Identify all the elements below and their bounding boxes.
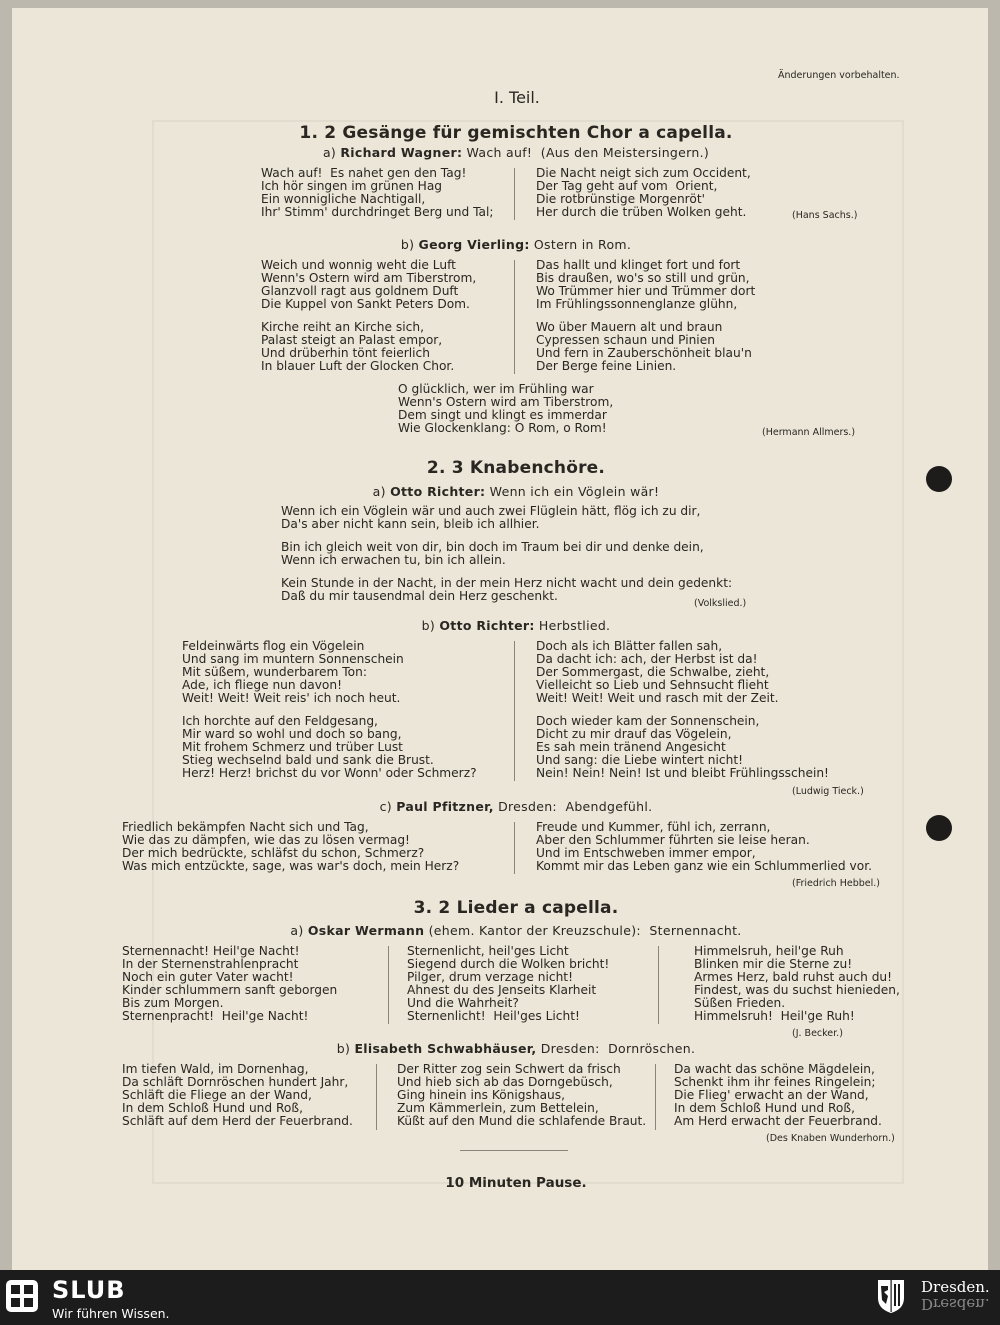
verse-3a-col-1: Sternennacht! Heil'ge Nacht! In der Sternenstrahlenpracht Noch ein guter Vater wacht! Kinder schlummern sanft geborgen Bis zum Morgen. Sternenpracht! Heil'ge Nacht! [122, 944, 338, 1023]
composer-name: Elisabeth Schwabhäuser, [354, 1041, 537, 1056]
verse-2b-right-1: Doch als ich Blätter fallen sah, Da dacht ich: ach, der Herbst ist da! Der Sommergast, die Schwalbe, zieht, Vielleicht so Lieb und Sehnsucht flieht Weit! Weit! Weit und rasch mit der Zeit. [536, 639, 779, 705]
composer-name: Otto Richter: [439, 618, 535, 633]
verse-3a-col-2: Sternenlicht, heil'ges Licht Siegend durch die Wolken bricht! Pilger, drum verzage nicht! Ahnest du des Jenseits Klarheit Und die Wahrheit? Sternenlicht! Heil'ges Licht! [407, 944, 610, 1023]
dresden-wordmark[interactable]: Dresden. [921, 1278, 990, 1296]
composer-name: Georg Vierling: [418, 237, 530, 252]
punch-hole-top [926, 466, 952, 492]
verse-2a-stanza-3: Kein Stunde in der Nacht, in der mein Herz nicht wacht und dein gedenkt: Daß du mir tausendmal dein Herz geschenkt. [281, 576, 733, 603]
credit-hans-sachs: (Hans Sachs.) [792, 210, 858, 221]
verse-3b-col-2: Der Ritter zog sein Schwert da frisch Und hieb sich ab das Dorngebüsch, Ging hinein ins Königshaus, Zum Kämmerlein, zum Bettelein, Küßt auf den Mund die schlafende Braut. [397, 1062, 647, 1128]
verse-1b-closing: O glücklich, wer im Frühling war Wenn's Ostern wird am Tiberstrom, Dem singt und klingt es immerdar Wie Glockenklang: O Rom, o Rom! [398, 382, 614, 435]
column-divider [514, 822, 515, 874]
credit-ludwig-tieck: (Ludwig Tieck.) [792, 786, 864, 797]
credit-des-knaben-wunderhorn: (Des Knaben Wunderhorn.) [766, 1133, 895, 1144]
verse-3b-col-3: Da wacht das schöne Mägdelein, Schenkt ihm ihr feines Ringelein; Die Flieg' erwacht an der Wand, In dem Schloß Hund und Roß, Am Herd erwacht der Feuerbrand. [674, 1062, 882, 1128]
section-2a-subheading: a) Otto Richter: Wenn ich ein Vöglein wär! [372, 484, 660, 499]
column-divider [514, 641, 515, 781]
verse-3a-col-3: Himmelsruh, heil'ge Ruh Blinken mir die Sterne zu! Armes Herz, bald ruhst auch du! Findest, was du suchst hienieden, Süßen Frieden. Himmelsruh! Heil'ge Ruh! [694, 944, 900, 1023]
dresden-wordmark-reflection: Dresden. [921, 1295, 990, 1313]
verse-2c-right: Freude und Kummer, fühl ich, zerrann, Aber den Schlummer führten sie leise heran. Und im Entschweben immer empor, Kommt mir das Leben ganz wie ein Schlummerlied vor. [536, 820, 872, 873]
verse-1b-left-2: Kirche reiht an Kirche sich, Palast steigt an Palast empor, Und drüberhin tönt feierlich In blauer Luft der Glocken Chor. [261, 320, 455, 373]
column-divider [514, 168, 515, 220]
composer-name: Paul Pfitzner, [396, 799, 494, 814]
column-divider [655, 1064, 656, 1130]
verse-1b-left-1: Weich und wonnig weht die Luft Wenn's Ostern wird am Tiberstrom, Glanzvoll ragt aus goldnem Duft Die Kuppel von Sankt Peters Dom. [261, 258, 477, 311]
verse-2c-left: Friedlich bekämpfen Nacht sich und Tag, Wie das zu dämpfen, wie das zu lösen vermag! Der mich bedrückte, schläfst du schon, Schmerz? Was mich entzückte, sage, was war's doch, mein Herz? [122, 820, 460, 873]
section-1b-subheading: b) Georg Vierling: Ostern in Rom. [400, 237, 632, 252]
verse-1b-right-2: Wo über Mauern alt und braun Cypressen schaun und Pinien Und fern in Zauberschönheit blau'n Der Berge feine Linien. [536, 320, 752, 373]
verse-2a-stanza-1: Wenn ich ein Vöglein wär und auch zwei Flüglein hätt, flög ich zu dir, Da's aber nicht kann sein, bleib ich allhier. [281, 504, 701, 531]
verse-1a-left: Wach auf! Es nahet gen den Tag! Ich hör singen im grünen Hag Ein wonnigliche Nachtigall, Ihr' Stimm' durchdringet Berg und Tal; [261, 166, 494, 219]
credit-j-becker: (J. Becker.) [792, 1028, 843, 1039]
composer-name: Richard Wagner: [340, 145, 463, 160]
verse-2b-left-1: Feldeinwärts flog ein Vögelein Und sang im muntern Sonnenschein Mit süßem, wunderbarem Ton: Ade, ich fliege nun davon! Weit! Weit! Weit reis' ich noch heut. [182, 639, 404, 705]
verse-2b-right-2: Doch wieder kam der Sonnenschein, Dicht zu mir drauf das Vögelein, Es sah mein tränend Angesicht Und sang: die Liebe wintert nicht! Nein! Nein! Nein! Ist und bleibt Frühlingsschein! [536, 714, 829, 780]
composer-name: Oskar Wermann [307, 923, 425, 938]
credit-friedrich-hebbel: (Friedrich Hebbel.) [792, 878, 880, 889]
column-divider [376, 1064, 377, 1130]
verse-2a-stanza-2: Bin ich gleich weit von dir, bin doch im Traum bei dir und denke dein, Wenn ich erwachen tu, bin ich allein. [281, 540, 704, 567]
column-divider [658, 946, 659, 1024]
viewer-footer-bar [0, 1270, 1000, 1325]
section-3a-subheading: a) Oskar Wermann (ehem. Kantor der Kreuzschule): Sternennacht. [290, 923, 742, 938]
section-2c-subheading: c) Paul Pfitzner, Dresden: Abendgefühl. [379, 799, 653, 814]
slub-logo-icon [6, 1280, 38, 1312]
pause-rule [460, 1150, 568, 1151]
verse-1b-right-1: Das hallt und klinget fort und fort Bis draußen, wo's so still und grün, Wo Trümmer hier und Trümmer dort Im Frühlingssonnenglanze glühn, [536, 258, 756, 311]
dresden-coat-of-arms-icon [876, 1278, 906, 1314]
slub-brand[interactable]: SLUB [52, 1276, 126, 1304]
section-1-heading: 1. 2 Gesänge für gemischten Chor a capella. [299, 123, 733, 143]
section-3-heading: 3. 2 Lieder a capella. [413, 898, 619, 918]
section-2b-subheading: b) Otto Richter: Herbstlied. [421, 618, 611, 633]
slub-tagline: Wir führen Wissen. [52, 1306, 170, 1321]
section-1a-subheading: a) Richard Wagner: Wach auf! (Aus den Meistersingern.) [322, 145, 710, 160]
part-title: I. Teil. [494, 88, 540, 107]
punch-hole-bottom [926, 815, 952, 841]
column-divider [514, 260, 515, 374]
section-3b-subheading: b) Elisabeth Schwabhäuser, Dresden: Dornröschen. [336, 1041, 696, 1056]
credit-volkslied: (Volkslied.) [694, 598, 747, 609]
changes-notice: Änderungen vorbehalten. [778, 70, 900, 81]
verse-1a-right: Die Nacht neigt sich zum Occident, Der Tag geht auf vom Orient, Die rotbrünstige Morgenröt' Her durch die trüben Wolken geht. [536, 166, 751, 219]
credit-hermann-allmers: (Hermann Allmers.) [762, 427, 856, 438]
verse-2b-left-2: Ich horchte auf den Feldgesang, Mir ward so wohl und doch so bang, Mit frohem Schmerz und trüber Lust Stieg wechselnd bald und sank die Brust. Herz! Herz! brichst du vor Wonn' oder Schmerz? [182, 714, 477, 780]
verse-3b-col-1: Im tiefen Wald, im Dornenhag, Da schläft Dornröschen hundert Jahr, Schläft die Fliege an der Wand, In dem Schloß Hund und Roß, Schläft auf dem Herd der Feuerbrand. [122, 1062, 353, 1128]
composer-name: Otto Richter: [390, 484, 486, 499]
column-divider [388, 946, 389, 1024]
intermission-note: 10 Minuten Pause. [445, 1175, 587, 1191]
section-2-heading: 2. 3 Knabenchöre. [426, 458, 606, 478]
